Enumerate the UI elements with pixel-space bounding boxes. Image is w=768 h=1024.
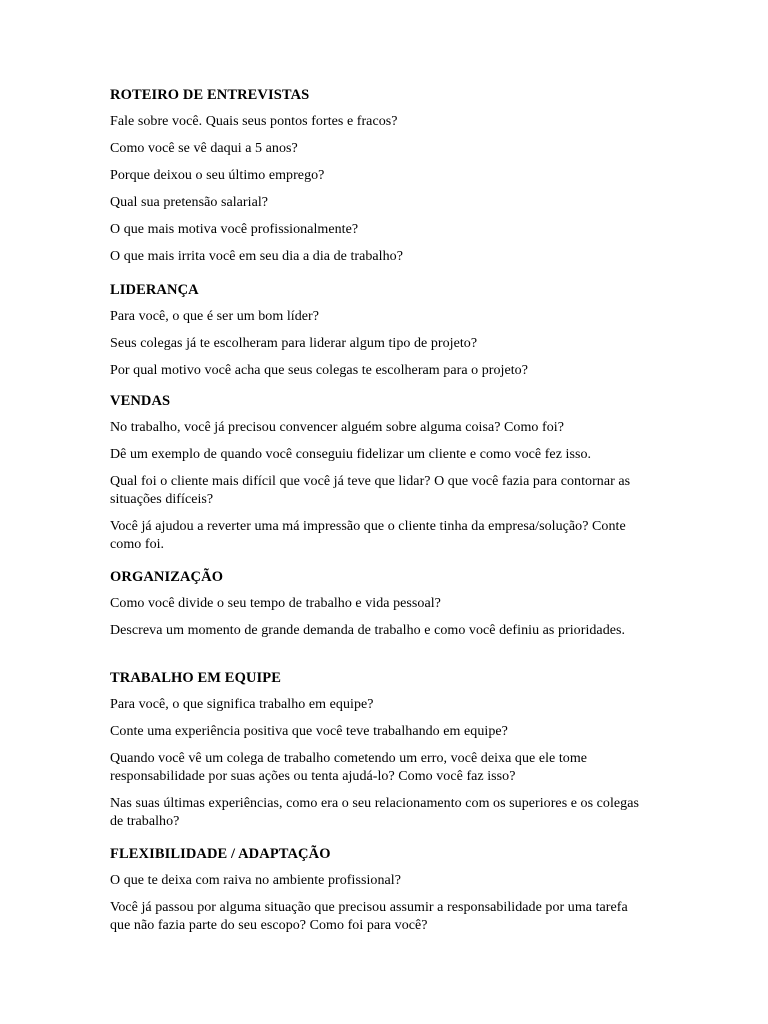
question: Você já passou por alguma situação que precisou assumir a responsabilidade por uma tarefa que não fazia parte do seu escopo? Como foi para você? [110,900,628,933]
section-heading: FLEXIBILIDADE / ADAPTAÇÃO [110,846,331,862]
question: Descreva um momento de grande demanda de trabalho e como você definiu as prioridades. [110,623,626,638]
section-heading: ROTEIRO DE ENTREVISTAS [110,87,310,103]
question: Conte uma experiência positiva que você teve trabalhando em equipe? [110,724,508,739]
question: Fale sobre você. Quais seus pontos fortes e fracos? [110,114,398,129]
question: O que mais irrita você em seu dia a dia de trabalho? [110,249,403,264]
question: Você já ajudou a reverter uma má impressão que o cliente tinha da empresa/solução? Conte como foi. [110,519,626,552]
question: Seus colegas já te escolheram para liderar algum tipo de projeto? [110,336,478,351]
question: Como você se vê daqui a 5 anos? [110,141,298,156]
question: Qual sua pretensão salarial? [110,195,269,210]
section-trabalho-em-equipe [110,669,650,831]
section-heading: LIDERANÇA [110,282,199,298]
question: Nas suas últimas experiências, como era o seu relacionamento com os superiores e os colegas de trabalho? [110,796,639,829]
question: Quando você vê um colega de trabalho cometendo um erro, você deixa que ele tome responsabilidade por suas ações ou tenta ajudá-lo? Como você faz isso? [110,751,588,784]
section-flexibilidade [110,845,650,935]
section-lideranca [110,281,650,380]
question: No trabalho, você já precisou convencer alguém sobre alguma coisa? Como foi? [110,420,564,435]
question: Por qual motivo você acha que seus colegas te escolheram para o projeto? [110,363,529,378]
question: Qual foi o cliente mais difícil que você já teve que lidar? O que você fazia para contornar as situações difíceis? [110,474,631,507]
section-organizacao [110,568,650,640]
section-heading: VENDAS [110,393,171,409]
question: O que mais motiva você profissionalmente? [110,222,359,237]
question: O que te deixa com raiva no ambiente profissional? [110,873,401,888]
question: Dê um exemplo de quando você conseguiu fidelizar um cliente e como você fez isso. [110,447,592,462]
question: Para você, o que é ser um bom líder? [110,309,320,324]
section-roteiro [110,86,650,266]
question: Como você divide o seu tempo de trabalho e vida pessoal? [110,596,441,611]
section-vendas [110,392,650,554]
section-heading: TRABALHO EM EQUIPE [110,670,281,686]
section-heading: ORGANIZAÇÃO [110,569,224,585]
question: Porque deixou o seu último emprego? [110,168,325,183]
question: Para você, o que significa trabalho em equipe? [110,697,374,712]
